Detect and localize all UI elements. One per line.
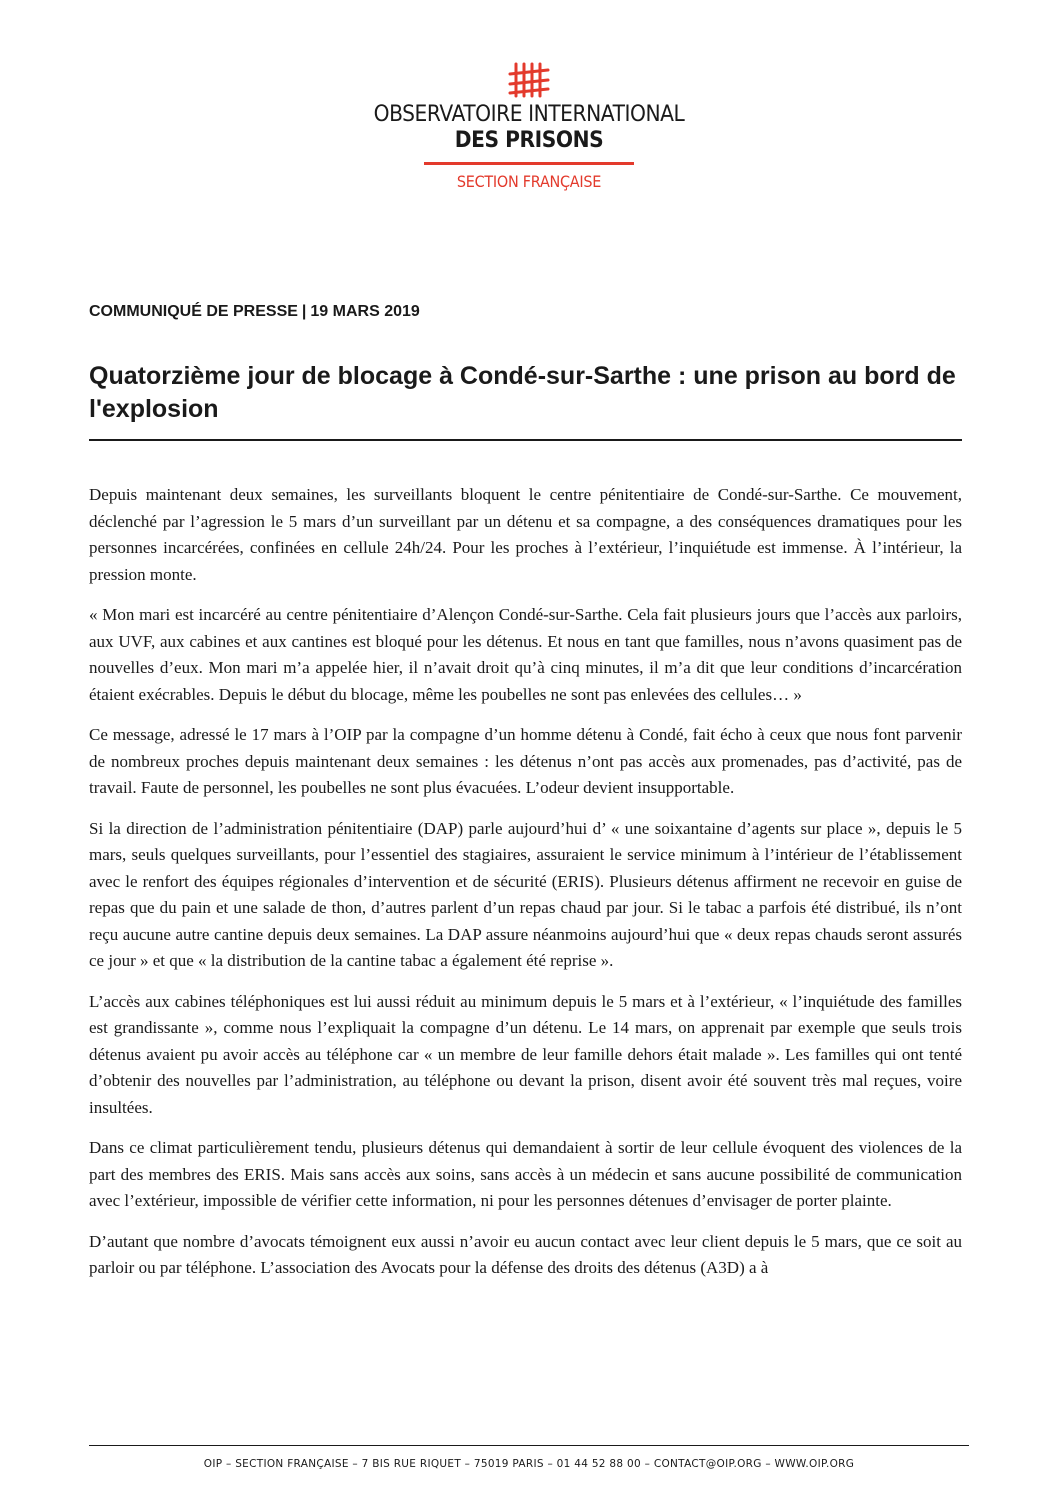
- logo-line-section: SECTION FRANÇAISE: [456, 172, 602, 191]
- paragraph-2: « Mon mari est incarcéré au centre pénitentiaire d’Alençon Condé-sur-Sarthe. Cela fait plusieurs jours que l’accès aux parloirs, aux UVF, aux cabines et aux cantines est bloqué pour les détenus. Et nous en tant que familles, nous n’avons quasiment pas de nouvelles d’eux. Mon mari m’a appelée hier, il n’avait droit qu’à cinq minutes, il m’a dit que leur conditions d’incarcération étaient exécrables. Depuis le début du blocage, même les poubelles ne sont pas enlevées des cellules… »: [89, 605, 962, 704]
- paragraph-5: L’accès aux cabines téléphoniques est lui aussi réduit au minimum depuis le 5 mars et à l’extérieur, « l’inquiétude des familles est grandissante », comme nous l’expliquait la compagne d’un détenu. Le 14 mars, on apprenait par exemple que seuls trois détenus avaient pu avoir accès au téléphone car « un membre de leur famille dehors était malade ». Les familles qui ont tenté d’obtenir des nouvelles par l’administration, au téléphone ou devant la prison, disent avoir été souvent très mal reçues, voire insultées.: [89, 991, 962, 1117]
- article-body: [89, 482, 962, 1296]
- paragraph-7: D’autant que nombre d’avocats témoignent eux aussi n’avoir eu aucun contact avec leur client depuis le 5 mars, que ce soit au parloir ou par téléphone. L’association des Avocats pour la défense des droits des détenus (A3D) a à: [89, 1231, 962, 1277]
- kicker-date: 19 MARS 2019: [310, 303, 420, 320]
- logo-line-des-prisons: DES PRISONS: [454, 128, 604, 153]
- paragraph-1: Depuis maintenant deux semaines, les surveillants bloquent le centre pénitentiaire de Condé-sur-Sarthe. Ce mouvement, déclenché par l’agression le 5 mars d’un surveillant par un détenu et sa compagne, a des conséquences dramatiques pour les personnes incarcérées, confinées en cellule 24h/24. Pour les proches à l’extérieur, l’inquiétude est immense. À l’intérieur, la pression monte.: [89, 485, 962, 584]
- logo-line-observatoire: OBSERVATOIRE INTERNATIONAL: [373, 102, 685, 127]
- oip-logo: [0, 60, 1058, 192]
- kicker-type: COMMUNIQUÉ DE PRESSE: [89, 303, 298, 320]
- paragraph-4: Si la direction de l’administration pénitentiaire (DAP) parle aujourd’hui d’ « une soixantaine d’agents sur place », depuis le 5 mars, seuls quelques surveillants, pour l’essentiel des stagiaires, assuraient le service minimum à l’intérieur de l’établissement avec le renfort des équipes régionales d’intervention et de sécurité (ERIS). Plusieurs détenus affirment ne recevoir en guise de repas que du pain et une salade de thon, d’autres parlent d’un repas chaud par jour. Si le tabac a parfois été distribué, ils n’ont reçu aucune autre cantine depuis deux semaines. La DAP assure néanmoins aujourd’hui que « deux repas chauds seront assurés ce jour » et que « la distribution de la cantine tabac a également été reprise ».: [89, 818, 962, 970]
- article-title: Quatorzième jour de blocage à Condé-sur-Sarthe : une prison au bord de l'explosion: [89, 362, 956, 423]
- tally-marks-icon: [507, 60, 551, 100]
- paragraph-3: Ce message, adressé le 17 mars à l’OIP par la compagne d’un homme détenu à Condé, fait écho à ceux que nous font parvenir de nombreux proches depuis maintenant deux semaines : les détenus n’ont pas accès aux promenades, pas d’activité, pas de travail. Faute de personnel, les poubelles ne sont plus évacuées. L’odeur devient insupportable.: [89, 725, 962, 797]
- footer-divider: [89, 1445, 969, 1446]
- footer-contact: OIP – SECTION FRANÇAISE – 7 BIS RUE RIQUET – 75019 PARIS – 01 44 52 88 00 – CONTACT@OIP.ORG – WWW.OIP.ORG: [203, 1458, 855, 1470]
- press-release-kicker: [89, 303, 420, 321]
- title-divider: [89, 439, 962, 441]
- kicker-separator: |: [301, 303, 307, 320]
- paragraph-6: Dans ce climat particulièrement tendu, plusieurs détenus qui demandaient à sortir de leur cellule évoquent des violences de la part des membres des ERIS. Mais sans accès aux soins, sans accès à un médecin et sans aucune possibilité de communication avec l’extérieur, impossible de vérifier cette information, ni pour les personnes détenues d’envisager de porter plainte.: [89, 1138, 962, 1210]
- logo-divider: [424, 162, 634, 165]
